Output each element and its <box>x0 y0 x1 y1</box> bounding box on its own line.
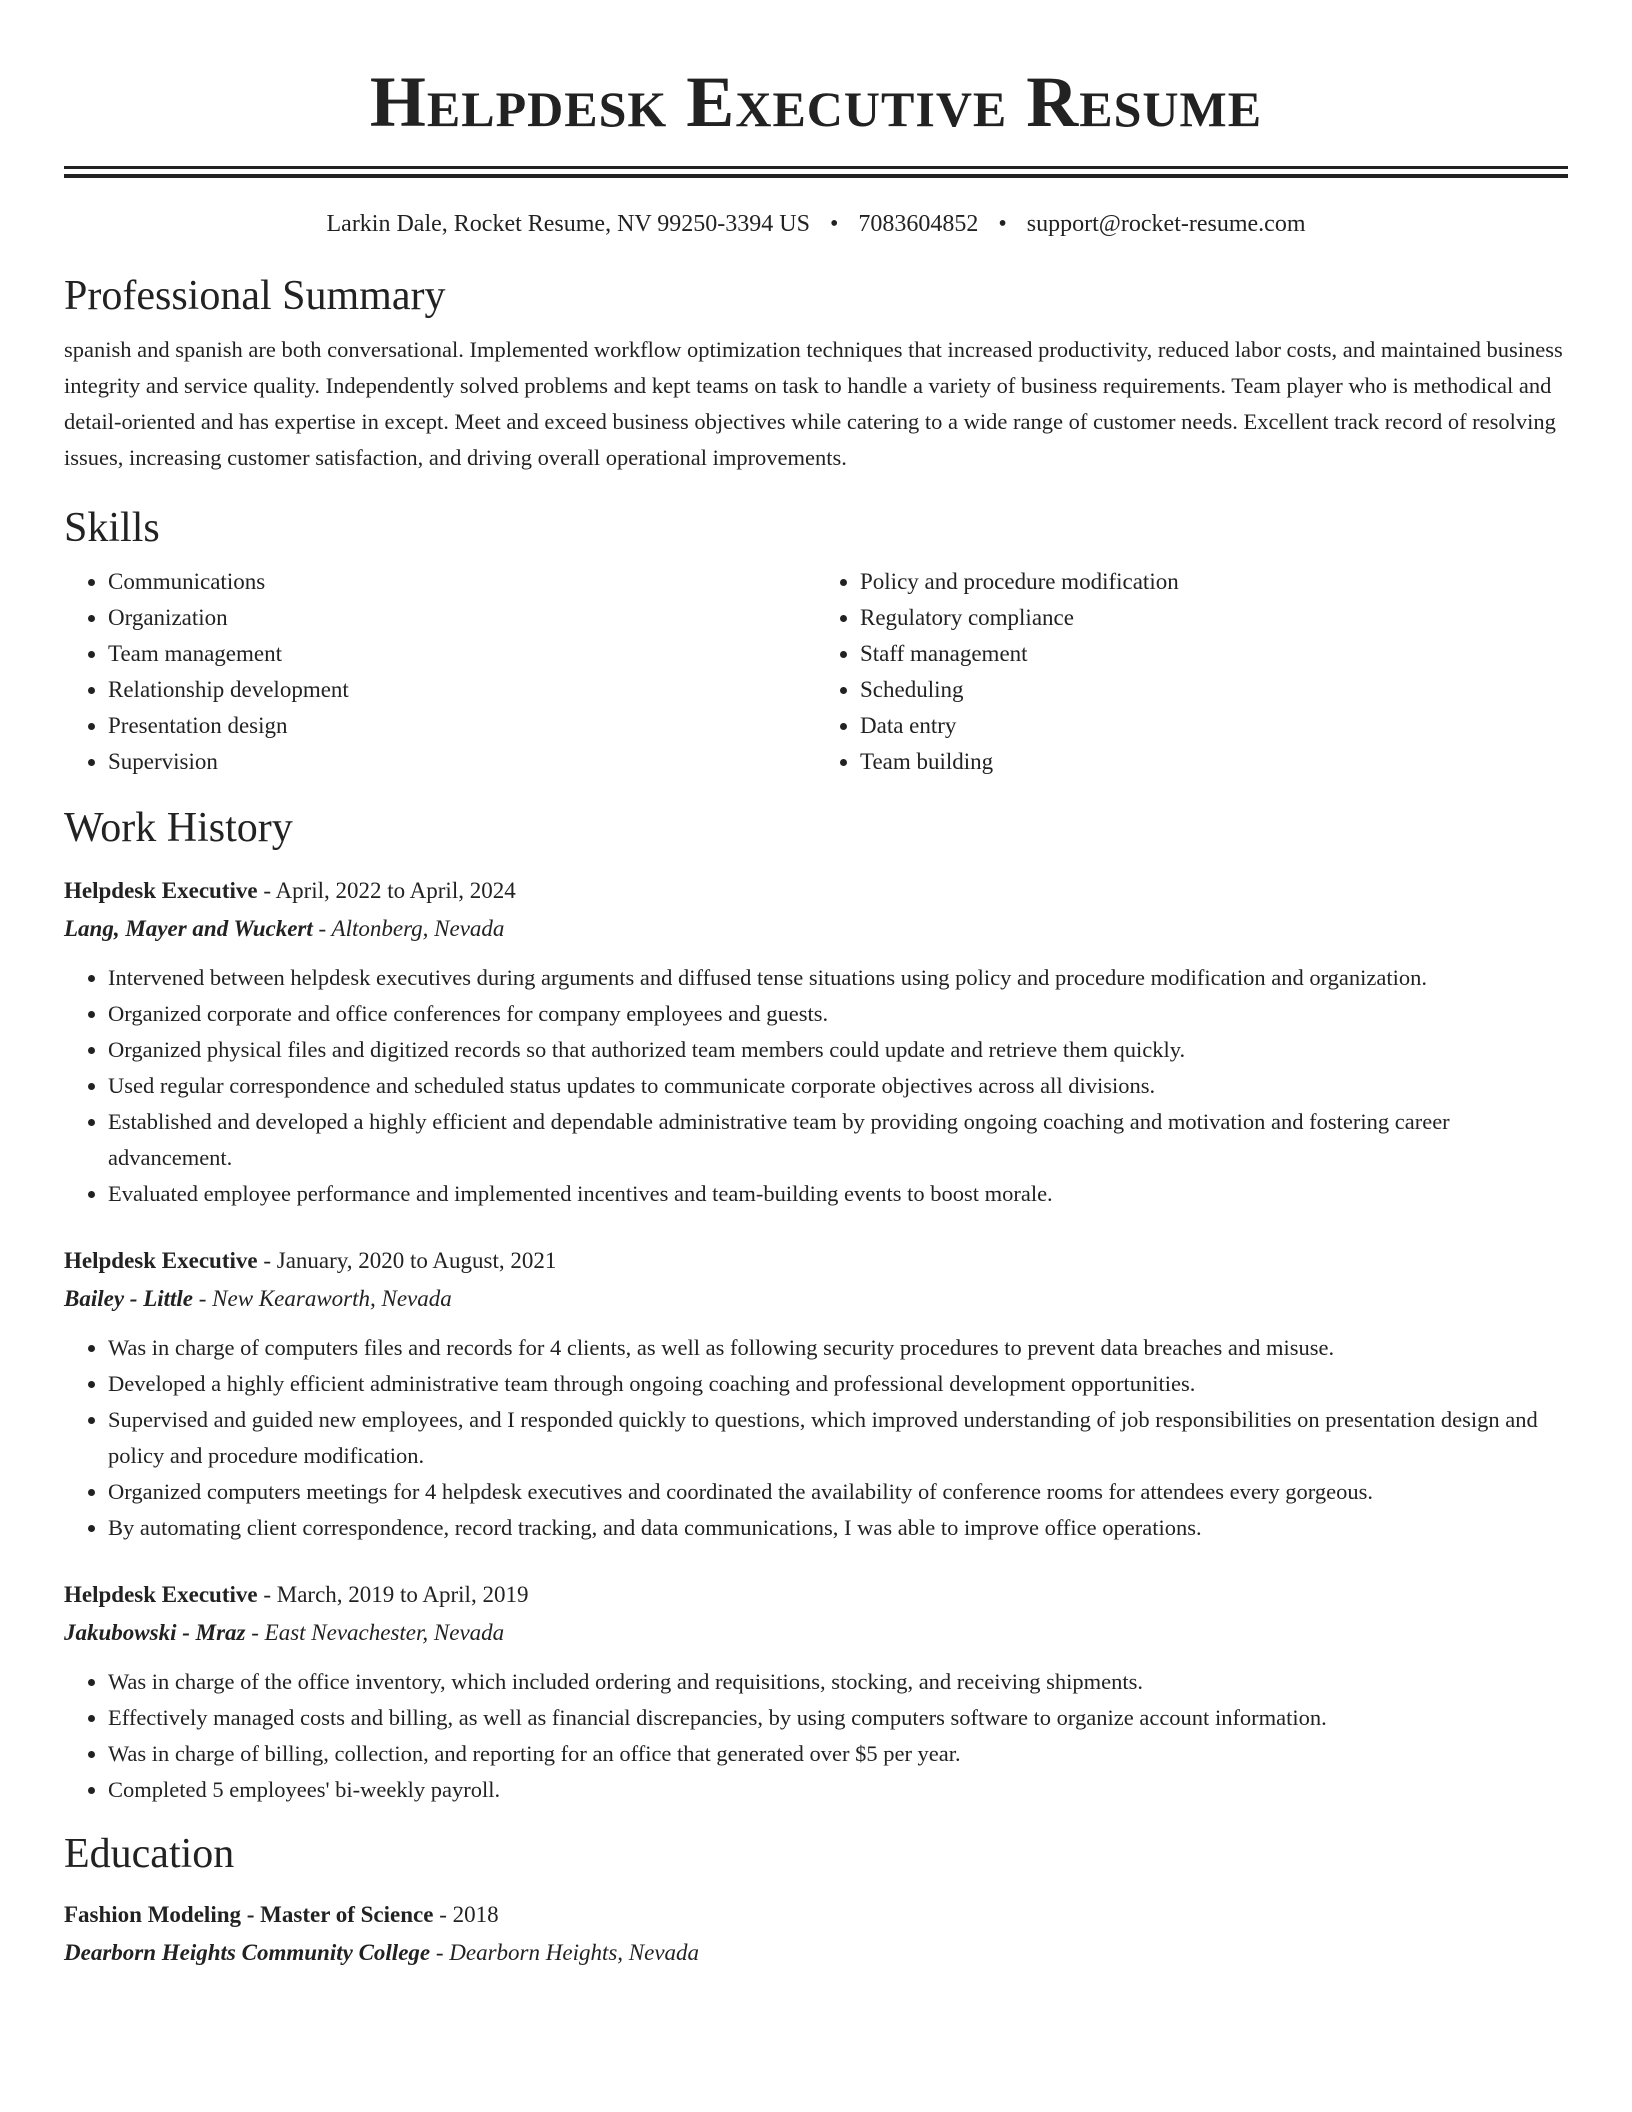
contact-address: Larkin Dale, Rocket Resume, NV 99250-3394 US <box>326 211 810 237</box>
skill-item: • Supervision <box>108 744 816 780</box>
education-year: - 2018 <box>433 1902 499 1927</box>
job-bullets <box>64 960 1568 1212</box>
job-location: - East Nevachester, Nevada <box>245 1620 505 1645</box>
job-employer <box>64 1614 1568 1652</box>
job-role: Helpdesk Executive <box>64 878 258 903</box>
job-bullet: • Was in charge of computers files and records for 4 clients, as well as following security procedures to prevent data breaches and misuse. <box>108 1330 1568 1366</box>
skill-item: • Relationship development <box>108 672 816 708</box>
title-divider-top <box>64 166 1568 169</box>
job-header <box>64 872 1568 910</box>
job-bullet: • Organized computers meetings for 4 helpdesk executives and coordinated the availability of conference rooms for attendees every gorgeous. <box>108 1474 1568 1510</box>
job-bullet: • By automating client correspondence, record tracking, and data communications, I was able to improve office operations. <box>108 1510 1568 1546</box>
skill-item: • Data entry <box>860 708 1568 744</box>
job-location: - New Kearaworth, Nevada <box>193 1286 452 1311</box>
job-dates: - April, 2022 to April, 2024 <box>257 878 516 903</box>
education-heading: Education <box>64 1831 235 1877</box>
skill-item: • Scheduling <box>860 672 1568 708</box>
contact-line <box>64 208 1568 240</box>
summary-heading: Professional Summary <box>64 273 446 319</box>
title-divider-bottom <box>64 174 1568 178</box>
contact-separator: • <box>829 211 839 237</box>
job-bullet: • Effectively managed costs and billing, as well as financial discrepancies, by using computers software to organize account information. <box>108 1700 1568 1736</box>
job-bullet: • Completed 5 employees' bi-weekly payroll. <box>108 1772 1568 1808</box>
skill-item: • Team building <box>860 744 1568 780</box>
job-bullet: • Was in charge of billing, collection, and reporting for an office that generated over $5 per year. <box>108 1736 1568 1772</box>
skill-item: • Presentation design <box>108 708 816 744</box>
contact-email: support@rocket-resume.com <box>1026 211 1306 237</box>
education-entry <box>64 1896 1568 1972</box>
job-dates: - March, 2019 to April, 2019 <box>257 1582 529 1607</box>
skill-item: • Regulatory compliance <box>860 600 1568 636</box>
job-bullet: • Established and developed a highly efficient and dependable administrative team by providing ongoing coaching and motivation and fostering career advancement. <box>108 1104 1568 1176</box>
job-company: Jakubowski - Mraz <box>64 1620 246 1645</box>
job-bullets <box>64 1330 1568 1546</box>
job-company: Lang, Mayer and Wuckert <box>64 916 313 941</box>
job-role: Helpdesk Executive <box>64 1248 258 1273</box>
job-location: - Altonberg, Nevada <box>312 916 505 941</box>
job-employer <box>64 910 1568 948</box>
job-role: Helpdesk Executive <box>64 1582 258 1607</box>
job-bullet: • Developed a highly efficient administrative team through ongoing coaching and professional development opportunities. <box>108 1366 1568 1402</box>
work-history-heading: Work History <box>64 805 293 851</box>
job-company: Bailey - Little <box>64 1286 194 1311</box>
job-entry <box>64 1242 1568 1546</box>
resume-title: Helpdesk Executive Resume <box>369 62 1263 142</box>
summary-text: spanish and spanish are both conversational. Implemented workflow optimization techniques that increased productivity, reduced labor costs, and maintained business integrity and service quality. Independently solved problems and kept teams on task to handle a variety of business requirements. Team player who is methodical and detail-oriented and has expertise in except. Meet and exceed business objectives while catering to a wide range of customer needs. Excellent track record of resolving issues, increasing customer satisfaction, and driving overall operational improvements. <box>64 337 1563 470</box>
education-degree: Fashion Modeling - Master of Science <box>64 1902 434 1927</box>
skill-item: • Policy and procedure modification <box>860 564 1568 600</box>
job-bullet: • Organized corporate and office conferences for company employees and guests. <box>108 996 1568 1032</box>
education-header <box>64 1896 1568 1934</box>
skill-item: • Communications <box>108 564 816 600</box>
contact-phone: 7083604852 <box>858 211 979 237</box>
job-bullet: • Was in charge of the office inventory, which included ordering and requisitions, stocking, and receiving shipments. <box>108 1664 1568 1700</box>
job-header <box>64 1242 1568 1280</box>
job-dates: - January, 2020 to August, 2021 <box>257 1248 557 1273</box>
job-entry <box>64 872 1568 1212</box>
job-employer <box>64 1280 1568 1318</box>
education-location: - Dearborn Heights, Nevada <box>430 1940 700 1965</box>
skill-item: • Organization <box>108 600 816 636</box>
job-header <box>64 1576 1568 1614</box>
skills-heading: Skills <box>64 505 160 551</box>
job-bullet: • Used regular correspondence and scheduled status updates to communicate corporate objectives across all divisions. <box>108 1068 1568 1104</box>
skills-column-left <box>64 564 816 780</box>
education-institution <box>64 1934 1568 1972</box>
education-school: Dearborn Heights Community College <box>64 1940 431 1965</box>
job-bullet: • Supervised and guided new employees, and I responded quickly to questions, which improved understanding of job responsibilities on presentation design and policy and procedure modification. <box>108 1402 1568 1474</box>
job-bullet: • Organized physical files and digitized records so that authorized team members could update and retrieve them quickly. <box>108 1032 1568 1068</box>
job-bullet: • Intervened between helpdesk executives during arguments and diffused tense situations using policy and procedure modification and organization. <box>108 960 1568 996</box>
skills-list <box>64 564 1568 780</box>
job-bullet: • Evaluated employee performance and implemented incentives and team-building events to boost morale. <box>108 1176 1568 1212</box>
skills-column-right <box>816 564 1568 780</box>
skill-item: • Staff management <box>860 636 1568 672</box>
skill-item: • Team management <box>108 636 816 672</box>
job-entry <box>64 1576 1568 1808</box>
contact-separator: • <box>998 211 1007 237</box>
job-bullets <box>64 1664 1568 1808</box>
